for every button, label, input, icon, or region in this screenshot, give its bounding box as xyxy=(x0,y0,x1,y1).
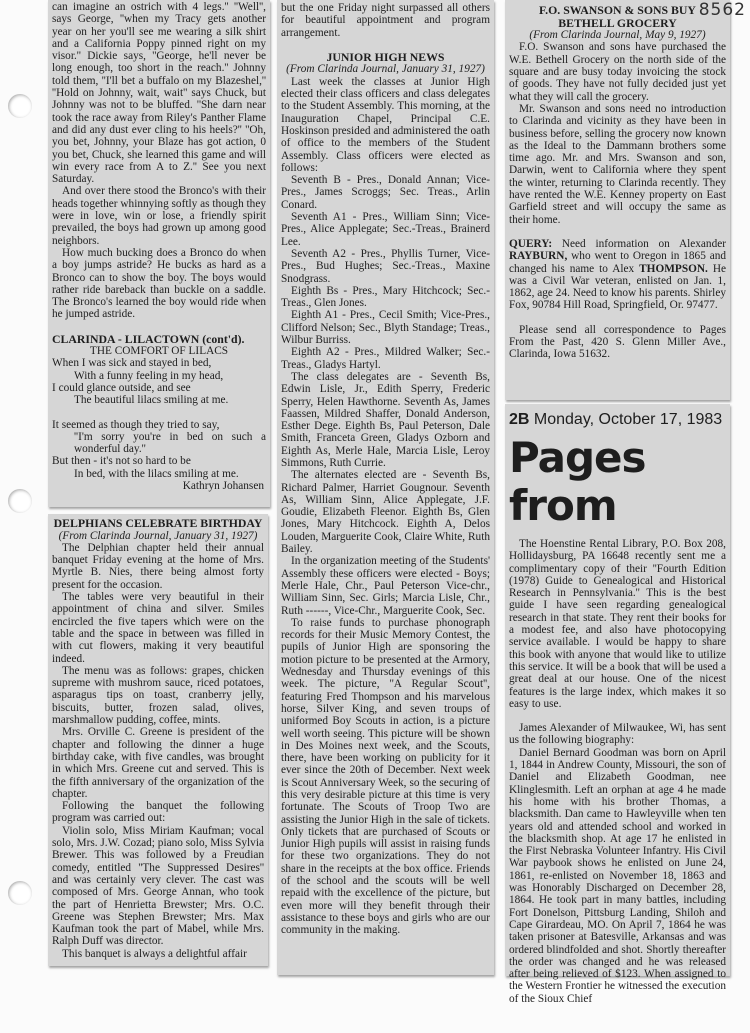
article-paragraph: The Hoenstine Rental Library, P.O. Box 208, Hollidaysburg, PA 16648 recently sent me a complimentary copy of their ''Fourth Edition (1978) Guide to Genealogical and Historical Research in Pennsylvania.'' This is the best guide I have seen regarding genealogical research in that state. They rent their books for a modest fee, and also have photocopying service available. I would be happy to share this book with anyone that would like to utilize this service. It will be a book that will be used a great deal at our house. One of the nicest features is the large index, which makes it so easy to use. xyxy=(509,538,726,710)
clipping-bronco-story xyxy=(48,0,270,507)
article-paragraph: This banquet is always a delightful affair xyxy=(62,947,247,960)
article-heading: JUNIOR HIGH NEWS xyxy=(326,49,445,64)
article-paragraph: To raise funds to purchase phonograph records for their Music Memory Contest, the pupils of Junior High are sponsoring the motion picture to be presented at the Armory, Wednesday and Thursday evenings of this week. The picture, ''A Regular Scout'', featuring Fred Thompson and his marvelous horse, Silver King, and seven troups of uniformed Boy Scouts in action, is a picture well worth seeing. This picture will be shown in Des Moines next week, and the Scouts, there, have been working on publicity for it ever since the 20th of December. Next week is Scout Anniversary Week, so the securing of this very desirable picture at this time is very fortunate. The Scouts of Troop Two are assisting the Junior High in the sale of tickets. Only tickets that are purchased of Scouts or Junior High pupils will assist in raising funds for these two organizations. They do not share in the receipts at the box office. Friends of the school and the scouts will be well repaid with the excellence of the picture, but even more will they benefit through their assistance to these boys and girls who are our community in the making. xyxy=(281,616,490,937)
article-paragraph: F.O. Swanson and sons have purchased the W.E. Bethell Grocery on the north side of the square and are busy today invoicing the stock of goods. They have not fully decided just yet what they will call the grocery. xyxy=(509,41,726,103)
article-paragraph: The class delegates are - Seventh Bs, Edwin Lisle, Jr., Edith Sperry, Frederic Sperry, Helen Hawthorne. Seventh As, James Faassen, Mildred Shaffer, Donald Anderson, Esther Dege. Eighth Bs, Paul Peterson, Dale Smith, Franceta Green, Gladys Ozborn and Eighth As, Merle Hale, Marcia Lisle, Leroy Simmons, Ruth Currie. xyxy=(281,370,490,469)
article-paragraph: Eighth A2 - Pres., Mildred Walker; Sec.-Treas., Gladys Hartyl. xyxy=(281,346,490,371)
binder-hole xyxy=(8,94,32,118)
poem-line: But then - it's not so hard to be xyxy=(52,455,191,468)
article-source: (From Clarinda Journal, January 31, 1927) xyxy=(286,63,485,76)
clipping-junior-high-news xyxy=(277,0,494,975)
article-heading: BETHELL GROCERY xyxy=(558,15,677,30)
query-name: THOMPSON. xyxy=(639,262,708,275)
section-heading: CLARINDA - LILACTOWN (cont'd). xyxy=(52,331,245,346)
issue-date: Monday, October 17, 1983 xyxy=(533,411,723,428)
poem-author: Kathryn Johansen xyxy=(182,479,264,492)
article-paragraph: The Delphian chapter held their annual banquet Friday evening at the home of Mrs. Myrtle B. Nies, there being almost forty present for the occasion. xyxy=(52,541,264,591)
poem-line: When I was sick and stayed in bed, xyxy=(52,357,212,370)
poem-line: ''I'm sorry you're in bed on such a wonderful day.'' xyxy=(74,430,266,456)
masthead xyxy=(509,410,726,430)
article-source: (From Clarinda Journal, May 9, 1927) xyxy=(529,29,706,42)
query-text: He was a Civil War veteran, enlisted on Jan. 1, 1862, age 24. Need to know his parents. Shirley Fox, 90784 Hill Road, Springfield, Or. 97477. xyxy=(509,262,727,312)
article-paragraph: The alternates elected are - Seventh Bs, Richard Palmer, Harriet Gougnour. Seventh As, William Sinn, Alice Applegate, J.F. Goudie, Elizabeth Fleenor. Eighth Bs, Glen Jones, Mary Hitchcock. Eighth A, Delos Louden, Marguerite Cook, Claire White, Ruth Bailey. xyxy=(281,469,490,556)
article-paragraph: Mrs. Orville C. Greene is president of the chapter and following the dinner a huge birthday cake, with five candles, was brought in which Mrs. Greene cut and served. This is the fifth anniversary of the organization of the chapter. xyxy=(52,726,264,800)
query-paragraph xyxy=(509,238,726,312)
article-paragraph: Seventh A1 - Pres., William Sinn; Vice-Pres., Alice Applegate; Sec.-Treas., Brainerd Lee. xyxy=(281,211,490,248)
clipping-swanson xyxy=(505,0,730,400)
article-paragraph: Last week the classes at Junior High elected their class officers and class delegates to the Student Assembly. This morning, at the Inauguration Chapel, Principal C.E. Hoskinson presided and administered the oath of office to the members of the Student Assembly. Class officers were elected as follows: xyxy=(281,75,490,174)
article-paragraph: The menu was as follows: grapes, chicken supreme with mushrom sauce, riced potatoes, asparagus tips on toast, cranberry jelly, biscuits, butter, frozen salad, olives, marshmallow pudding, coffee, mints. xyxy=(52,664,264,727)
binder-hole xyxy=(8,489,32,513)
poem-title: THE COMFORT OF LILACS xyxy=(89,345,229,358)
query-label: QUERY: xyxy=(509,237,553,250)
article-paragraph: Following the banquet the following program was carried out: xyxy=(52,800,264,825)
column-title: Pages from xyxy=(509,433,646,530)
article-paragraph: Seventh A2 - Pres., Phyllis Turner, Vice-Pres., Bud Hughes; Sec.-Treas., Maxine Snodgrass. xyxy=(281,247,490,285)
article-paragraph: Seventh B - Pres., Donald Annan; Vice-Pres., James Scroggs; Sec. Treas., Arlin Conard. xyxy=(281,174,490,211)
query-text: Need information on Alexander xyxy=(561,237,726,250)
binder-hole xyxy=(8,881,32,905)
poem-line: In bed, with the lilacs smiling at me. xyxy=(74,467,239,480)
poem-line: The beautiful lilacs smiling at me. xyxy=(74,394,229,407)
story-paragraph: How much bucking does a Bronco do when a boy jumps astride? He bucks as hard as a Bronco can to show the boy. The boys would rather ride bareback than buckle on a saddle. The Bronco's learned the boy would ride when he jumped astride. xyxy=(52,246,266,321)
article-source: (From Clarinda Journal, January 31, 1927) xyxy=(58,529,258,542)
handwritten-page-number: 8562 xyxy=(698,0,746,20)
article-paragraph: Eighth Bs - Pres., Mary Hitchcock; Sec.-Treas., Glen Jones. xyxy=(281,284,490,310)
article-paragraph: In the organization meeting of the Students' Assembly these officers were elected - Boys; Merle Hale, Chr., Paul Peterson Vice-chr., William Sinn, Sec. Girls; Marcia Lisle, Chr., Ruth ------, Vice-Chr., Marguerite Cook, Sec. xyxy=(281,555,490,617)
query-name: RAYBURN, xyxy=(509,250,568,263)
story-paragraph: And over there stood the Bronco's with their heads together whinnying softly as though they were in love, win or lose, a friendly spirit prevailed, the boys had grown up among good neighbors. xyxy=(52,185,266,247)
article-paragraph: The tables were very beautiful in their appointment of china and silver. Smiles encircled the five tapers which were on the table and the space in between was filled in with cut flowers, making it very beautiful indeed. xyxy=(52,591,264,665)
story-paragraph: can imagine an ostrich with 4 legs.'' ''Well'', says George, ''when my Tracy gets another year on her you'll see me wearing a silk shirt and a California Poppy pinned right on my visor.'' Dickie says, ''George, he'll never be long enough, too short in the reach.'' Johnny told them, ''I'll bet a buffalo on my Blazeshel,'' ''Hold on Johnny, wait, wait'' says Chuck, but Johnny was not to be bluffed. ''She darn near took the race away from Riley's Panther Flame and did any dust ever cling to his heels?'' ''Oh, you bet, Johnny, your Blaze has got action, 0 you bet, Chuck, she learned this game and will win every race from A to Z.'' See you next Saturday. xyxy=(52,1,266,186)
article-heading: DELPHIANS CELEBRATE BIRTHDAY xyxy=(53,516,263,530)
correspondence-note: Please send all correspondence to Pages From the Past, 420 S. Glenn Miller Ave., Clarinda, Iowa 51632. xyxy=(509,323,726,361)
article-heading: F.O. SWANSON & SONS BUY xyxy=(539,3,696,17)
article-paragraph: but the one Friday night surpassed all others for beautiful appointment and program arrangement. xyxy=(281,2,490,39)
poem-line: With a funny feeling in my head, xyxy=(74,369,224,382)
article-paragraph: Daniel Bernard Goodman was born on April 1, 1844 in Andrew County, Missouri, the son of Daniel and Elizabeth Goodman, nee Klinglesmith. Left an orphan at age 4 he made his home with his brother Thomas, a blacksmith. Dan came to Hawleyville when ten years old and attended school and worked in the blacksmith shop. At age 17 he enlisted in the First Nebraska Volunteer Infantry. His Civil War paybook shows he enlisted on June 24, 1861, re-enlisted on November 18, 1863 and was Honorably Discharged on December 28, 1864. He took part in many battles, including Fort Donelson, Pittsburg Landing, Shiloh and Cape Girardeau, MO. On April 7, 1864 he was taken prisoner at Batesville, Arkansas and was ordered blindfolded and shot. Shortly thereafter the order was changed and he was released after being relieved of $123. When assigned to the Western Frontier he witnessed the execution of the Sioux Chief xyxy=(509,746,726,1005)
article-paragraph: Mr. Swanson and sons need no introduction to Clarinda and vicinity as they have been in business before, selling the grocery now known as the Ideal to the Dammann brothers some time ago. Mr. and Mrs. Swanson and son, Darwin, went to California where they spent the winter, returning to Clarinda recently. They have rented the W.E. Kenney property on East Garfield street and will occupy the same as their home. xyxy=(509,102,726,226)
section-number: 2B xyxy=(509,411,530,428)
poem xyxy=(52,333,266,493)
article-paragraph: Eighth A1 - Pres., Cecil Smith; Vice-Pres., Clifford Nelson; Sec., Blyth Standage; Treas., Wilbur Burriss. xyxy=(281,309,490,347)
article-paragraph: James Alexander of Milwaukee, Wi, has sent us the following biography: xyxy=(509,722,726,747)
article-paragraph: Violin solo, Miss Miriam Kaufman; vocal solo, Mrs. J.W. Cozad; piano solo, Miss Sylvia Brewer. This was followed by a Freudian comedy, entitled ''The Suppressed Desires'' and was certainly very clever. The cast was composed of Mrs. George Annan, who took the part of Henrietta Brewster; Mrs. O.C. Greene was Stephen Brewster; Mrs. Max Kaufman took the part of Mabel, while Mrs. Ralph Duff was director. xyxy=(52,824,264,948)
query-text: who went to Oregon in 1865 and changed his name to Alex xyxy=(509,250,727,275)
poem-line: It seemed as though they tried to say, xyxy=(52,418,220,431)
poem-line: I could glance outside, and see xyxy=(52,381,191,394)
clipping-pages-from-the-past xyxy=(505,404,730,1005)
clipping-delphians xyxy=(48,514,268,966)
